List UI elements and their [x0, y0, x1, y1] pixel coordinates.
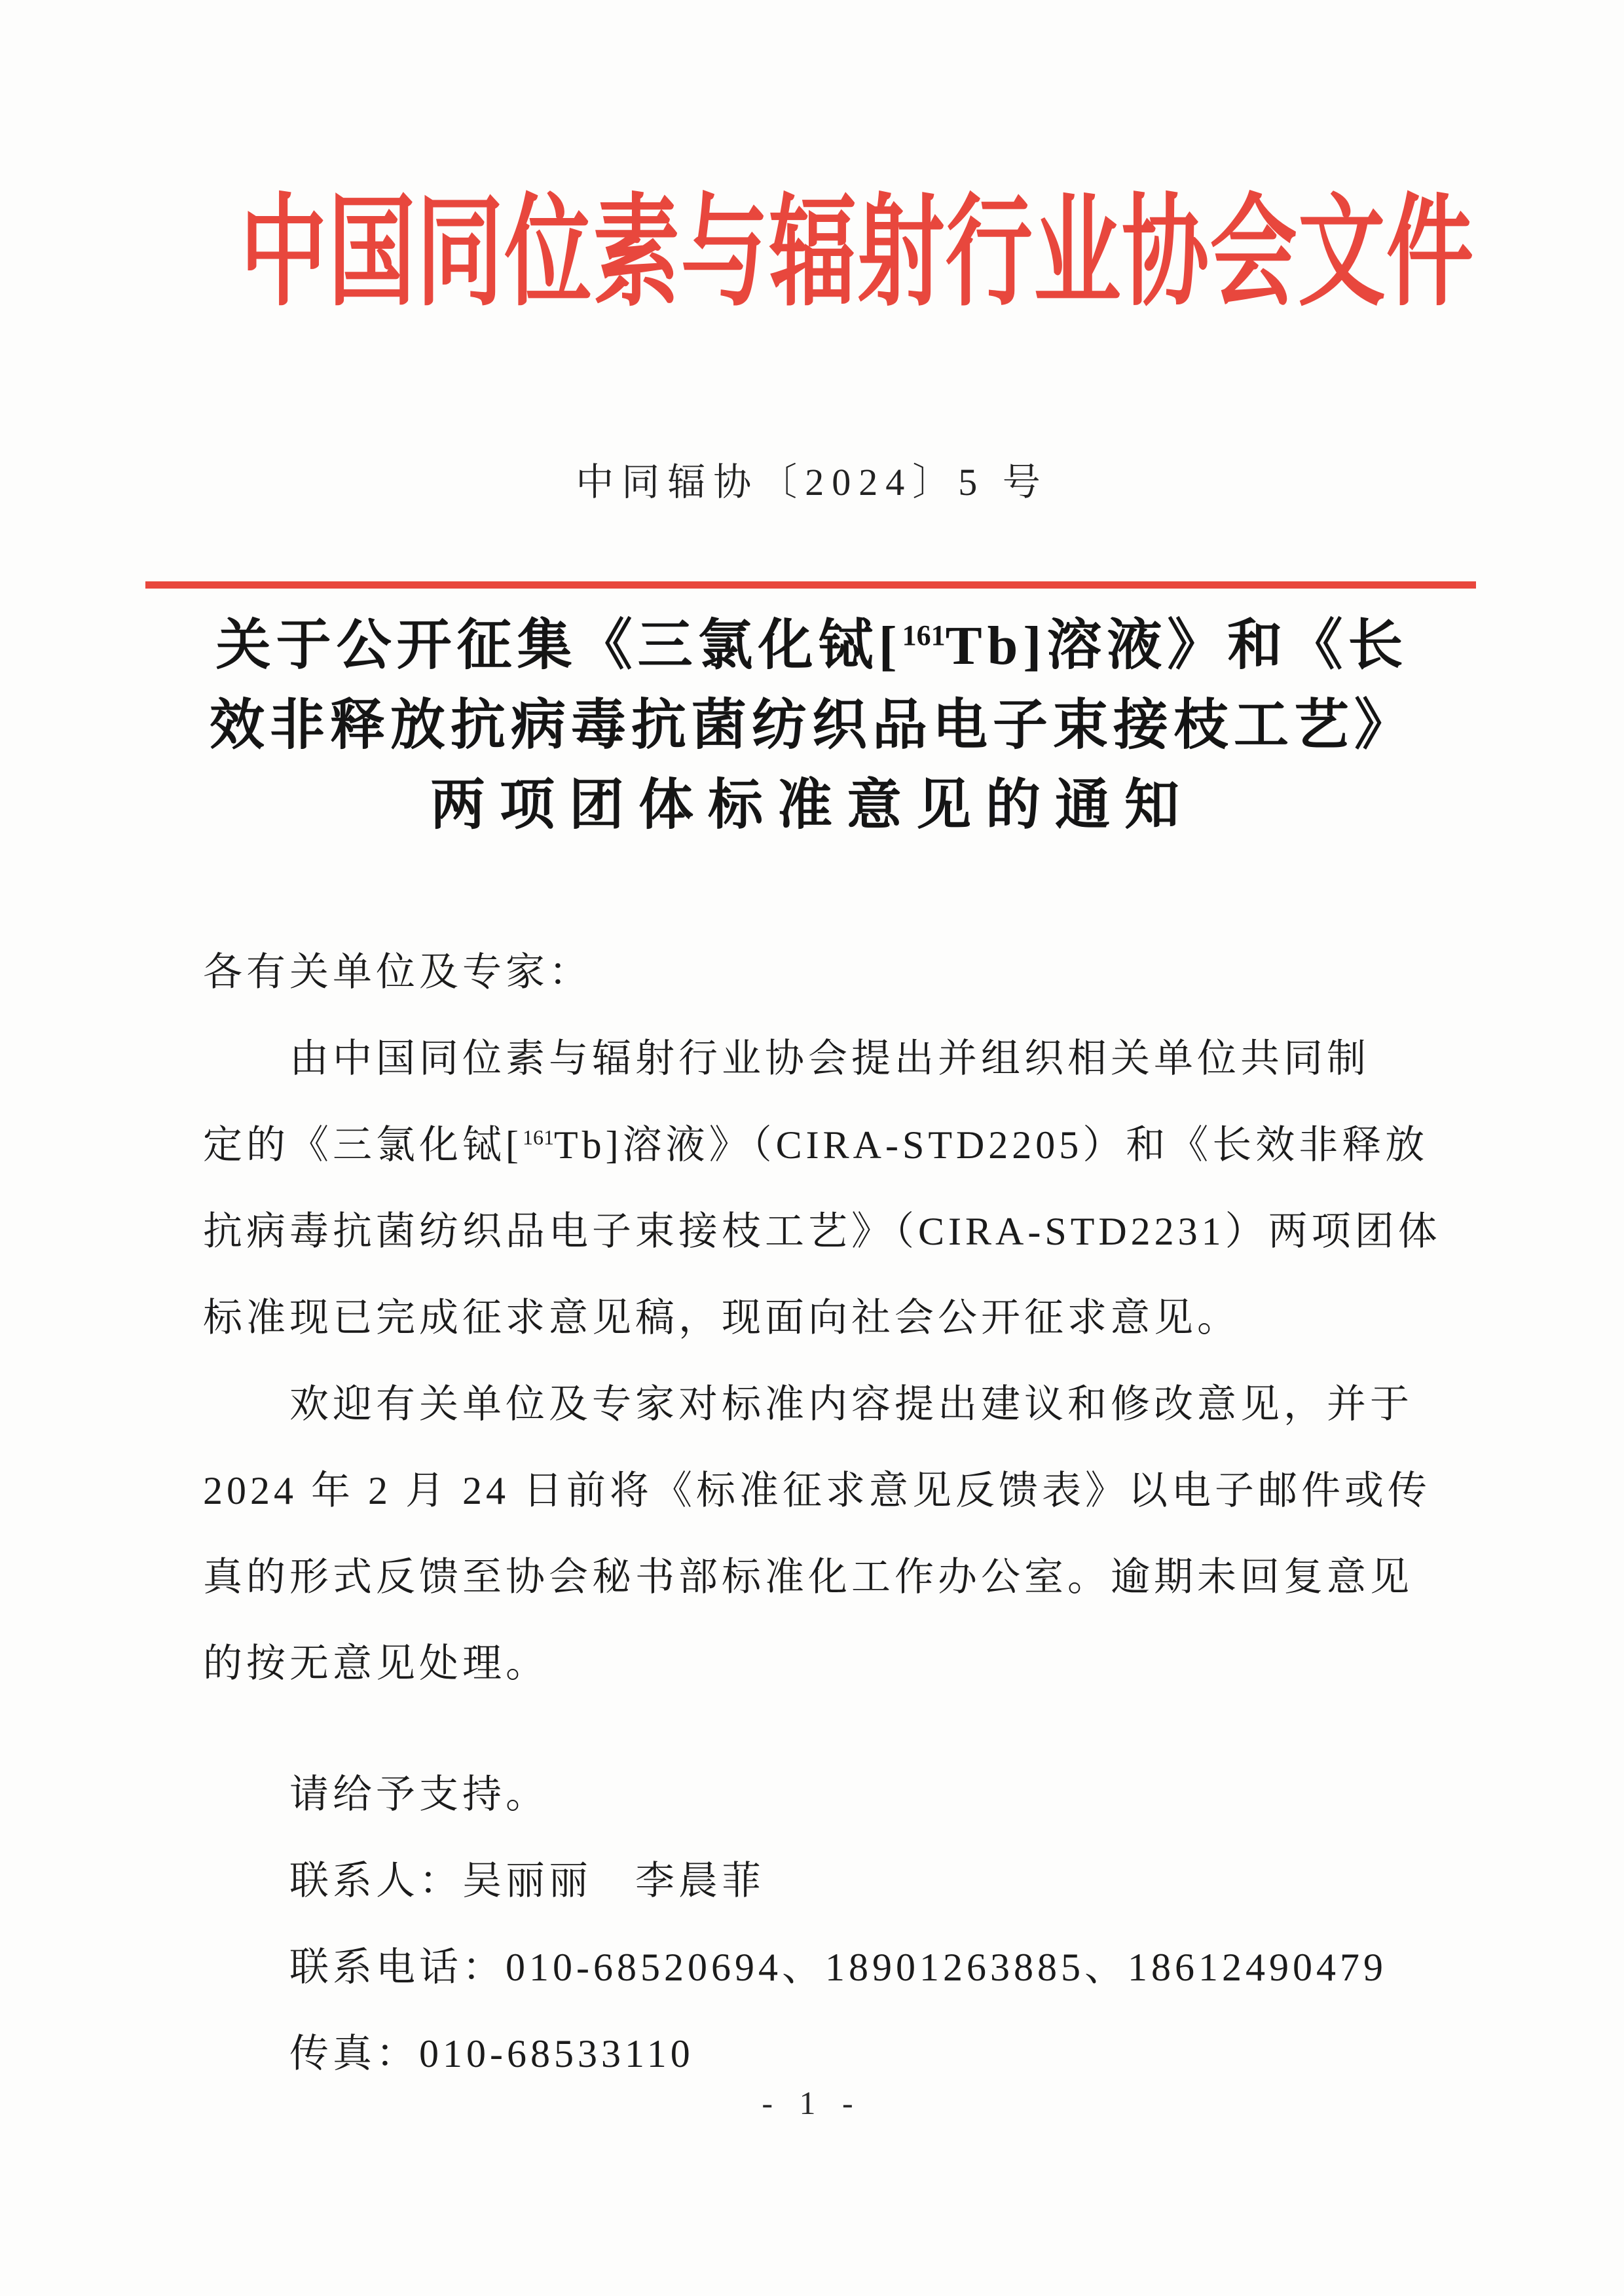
salutation: 各有关单位及专家：	[203, 951, 592, 994]
contact-person-line: 联系人：吴丽丽 李晨菲	[289, 1859, 765, 1903]
paragraph1-line2-post: Tb]溶液》（CIRA-STD2205）和《长效非释放	[553, 1123, 1429, 1167]
paragraph1-line3: 抗病毒抗菌纺织品电子束接枝工艺》（CIRA-STD2231）两项团体	[203, 1210, 1441, 1253]
notice-title-line3: 两项团体标准意见的通知	[430, 775, 1194, 836]
notice-title-line1-pre: 关于公开征集《三氯化铽[	[215, 615, 902, 676]
page-number: - 1 -	[762, 2085, 862, 2121]
isotope-superscript: 161	[902, 619, 946, 651]
fax-line: 传真：010-68533110	[289, 2032, 694, 2075]
isotope-superscript: 161	[522, 1125, 554, 1149]
notice-title	[105, 606, 1519, 846]
paragraph1-line1: 由中国同位素与辐射行业协会提出并组织相关单位共同制	[289, 1037, 1370, 1080]
paragraph2-line2: 2024 年 2 月 24 日前将《标准征求意见反馈表》以电子邮件或传	[203, 1469, 1431, 1512]
notice-title-line1-post: Tb]溶液》和《长	[945, 615, 1409, 676]
paragraph2-line1: 欢迎有关单位及专家对标准内容提出建议和修改意见，并于	[289, 1383, 1413, 1426]
document-number: 中同辐协〔2024〕5 号	[576, 461, 1048, 503]
support-request-line: 请给予支持。	[289, 1773, 549, 1816]
paragraph1-line2-pre: 定的《三氯化铽[	[203, 1123, 523, 1167]
notice-body	[203, 929, 1441, 2097]
notice-title-line1	[105, 606, 1519, 686]
letterhead	[0, 187, 1624, 321]
red-divider-line	[145, 581, 1476, 589]
paragraph2-line4: 的按无意见处理。	[203, 1642, 549, 1685]
paragraph1-line2	[203, 1102, 1434, 1188]
paragraph1-line4: 标准现已完成征求意见稿，现面向社会公开征求意见。	[203, 1296, 1240, 1339]
contact-phone-line: 联系电话：010-68520694、18901263885、18612490479	[289, 1946, 1387, 1989]
letterhead-org-title: 中国同位素与辐射行业协会文件	[240, 187, 1475, 321]
notice-title-line2: 效非释放抗病毒抗菌纺织品电子束接枝工艺》	[209, 695, 1414, 756]
paragraph2-line3: 真的形式反馈至协会秘书部标准化工作办公室。逾期未回复意见	[203, 1556, 1413, 1599]
